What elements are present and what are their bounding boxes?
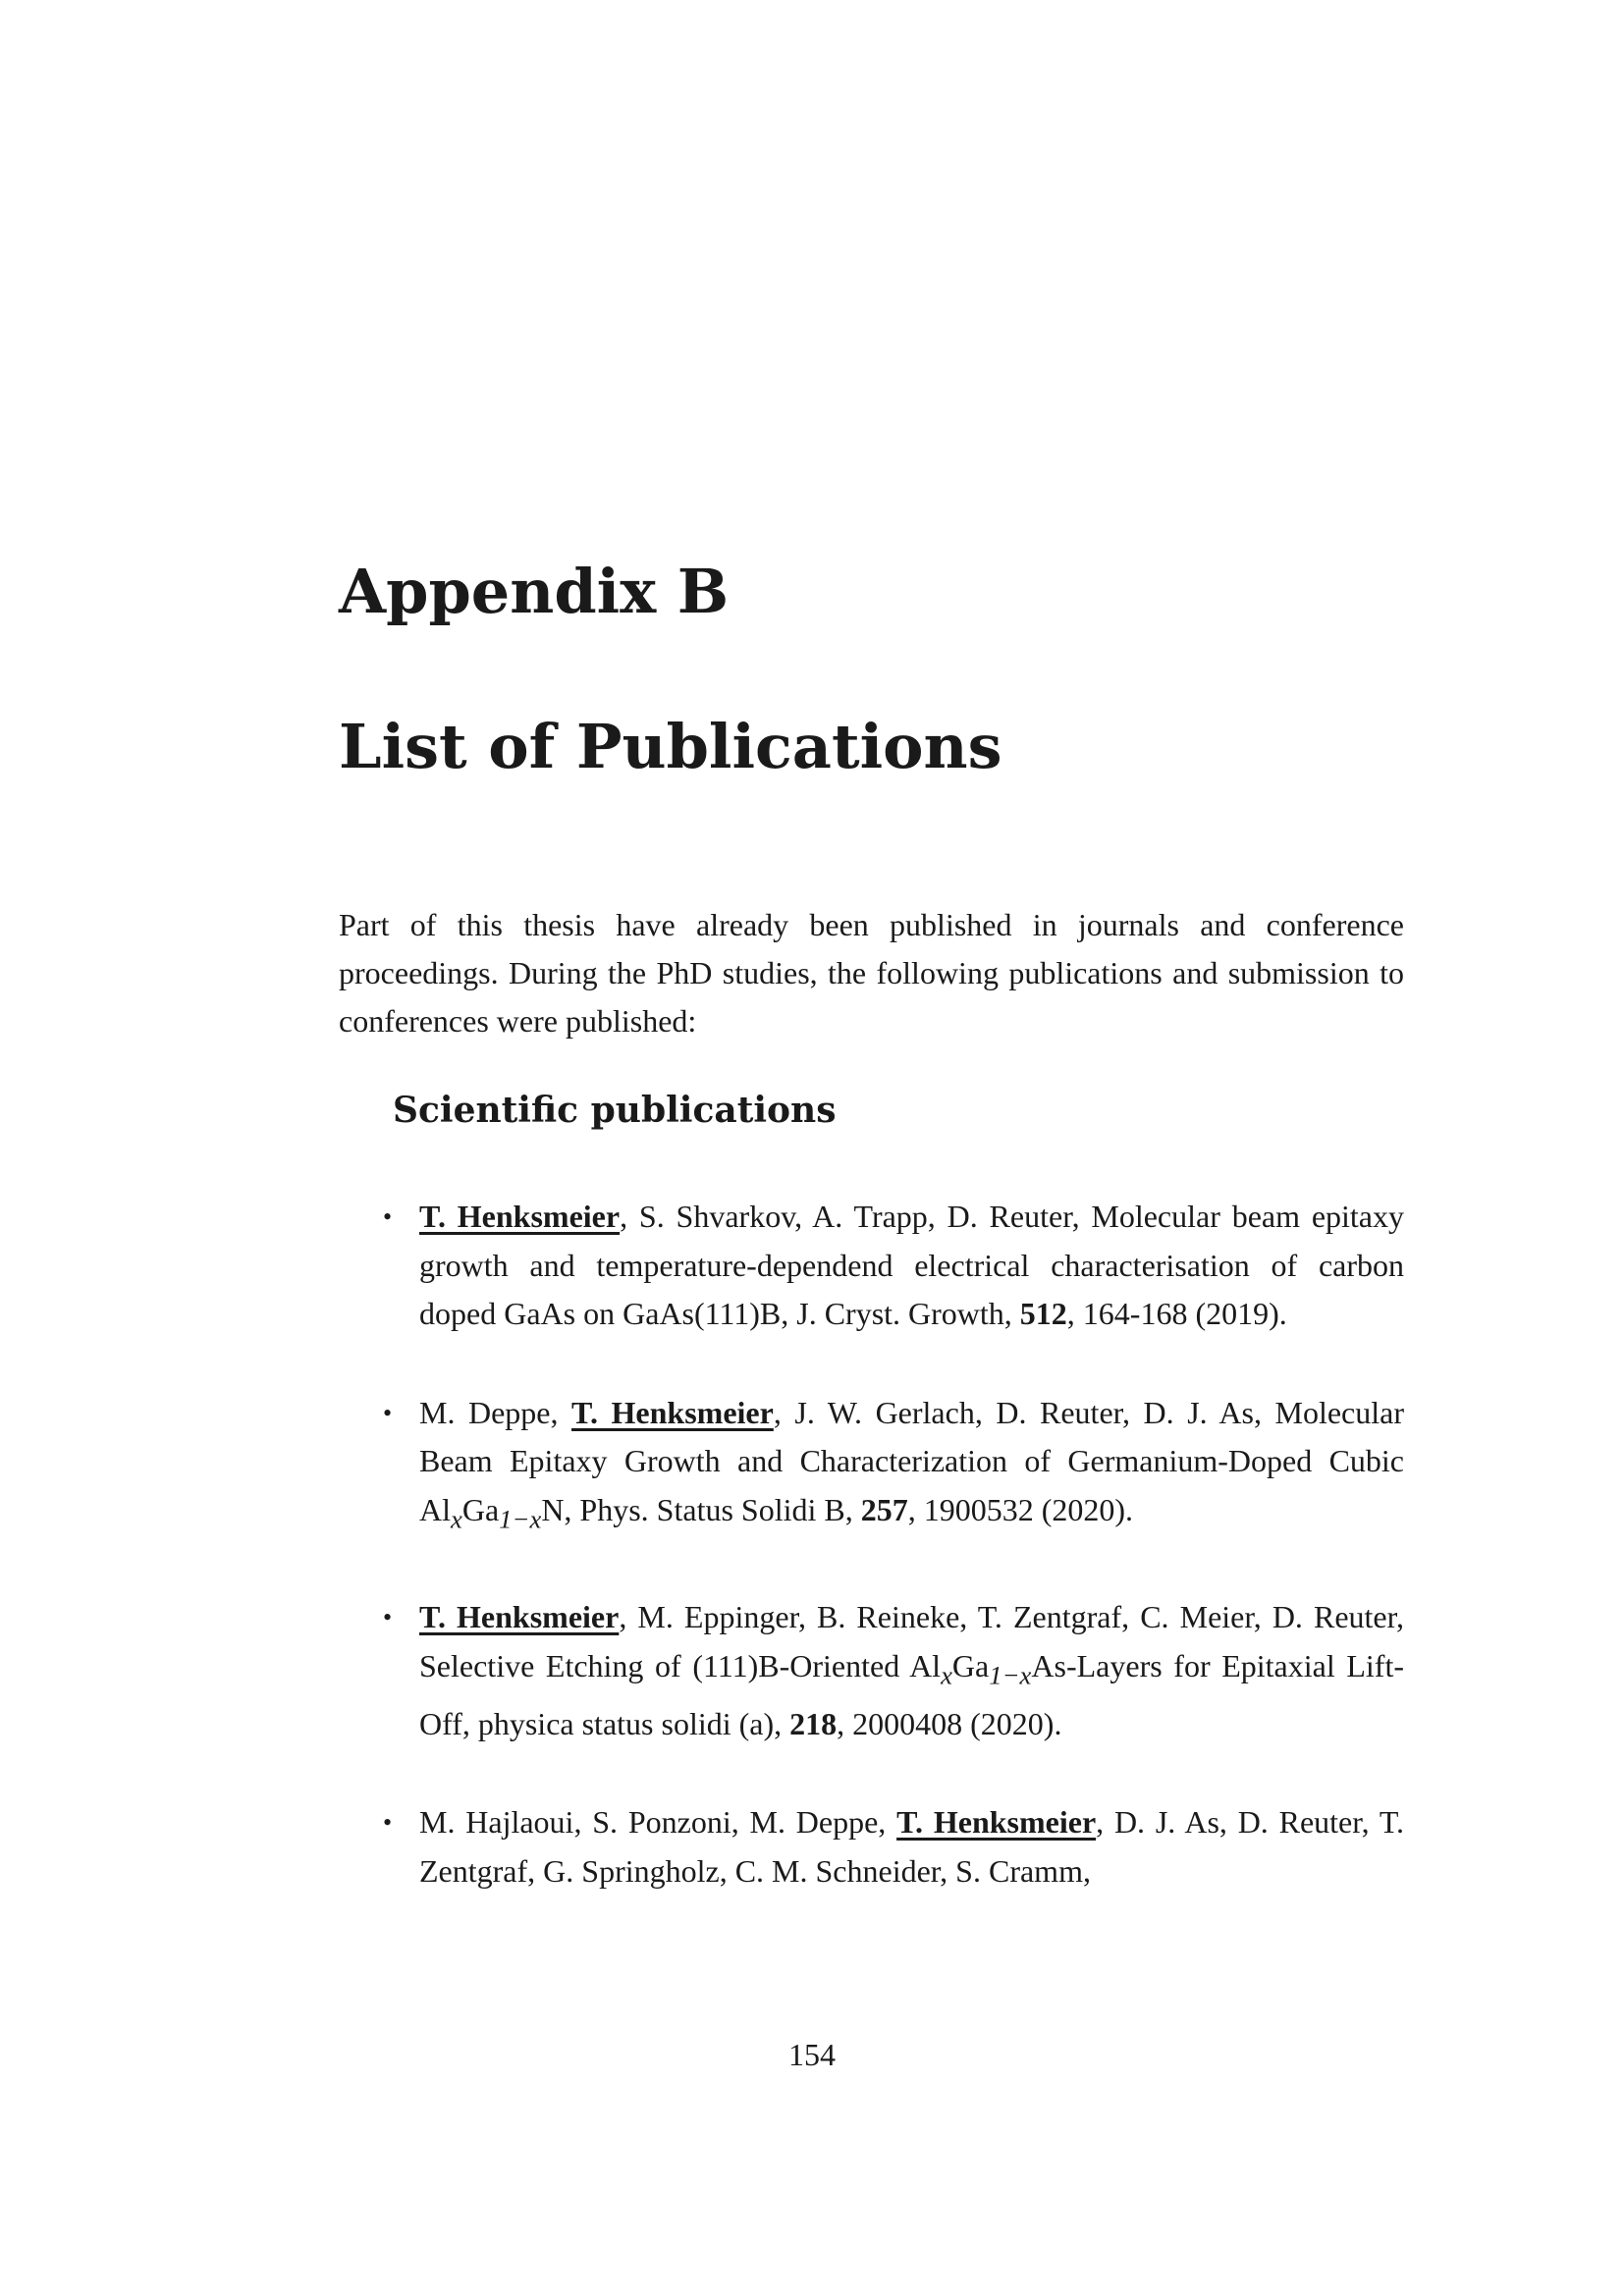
pages-year: , 2000408 (2020). <box>837 1705 1062 1741</box>
formula-element: Ga <box>461 1491 500 1527</box>
publication-details: , D. J. As, D. Reuter, T. Zentgraf, G. Springholz, C. M. Schneider, S. Cramm, <box>419 1804 1404 1889</box>
publication-details: , J. W. Gerlach, D. Reuter, D. J. As, Molecular Beam Epitaxy Growth and Characterization of Germanium-Doped Cubic Al <box>419 1394 1404 1527</box>
volume-number: 257 <box>860 1491 908 1527</box>
formula-element: Ga <box>951 1647 990 1683</box>
publication-text <box>419 1394 1404 1533</box>
section-heading: Scientific publications <box>393 1090 837 1131</box>
co-authors: M. Hajlaoui, S. Ponzoni, M. Deppe, <box>419 1804 897 1841</box>
bullet-icon: • <box>383 1202 393 1231</box>
publication-text <box>419 1199 1404 1331</box>
publication-item <box>383 1389 1404 1544</box>
publication-details: , S. Shvarkov, A. Trapp, D. Reuter, Molecular beam epitaxy growth and temperature-dependend electrical characterisation of carbon doped GaAs on GaAs(111)B, J. Cryst. Growth, <box>419 1199 1405 1331</box>
formula-subscript: 1−x <box>499 1503 542 1533</box>
formula-subscript: 1−x <box>989 1660 1032 1690</box>
bullet-icon: • <box>383 1398 393 1427</box>
formula-subscript: x <box>941 1660 952 1690</box>
publication-text <box>419 1804 1404 1889</box>
co-authors: M. Deppe, <box>419 1394 572 1430</box>
bullet-icon: • <box>383 1808 393 1838</box>
formula-subscript: x <box>451 1503 462 1533</box>
publication-text <box>419 1599 1404 1740</box>
pages-year: , 1900532 (2020). <box>907 1491 1134 1527</box>
chapter-label: Appendix B <box>339 556 730 627</box>
pages-year: , 164-168 (2019). <box>1066 1296 1287 1331</box>
volume-number: 512 <box>1019 1296 1067 1331</box>
self-author: T. Henksmeier <box>571 1394 774 1430</box>
volume-number: 218 <box>789 1705 838 1741</box>
publication-item <box>383 1593 1404 1748</box>
chapter-title: List of Publications <box>339 711 1002 782</box>
self-author: T. Henksmeier <box>896 1804 1097 1841</box>
publication-details: , M. Eppinger, B. Reineke, T. Zentgraf, C. Meier, D. Reuter, Selective Etching of (111)B-Oriented Al <box>419 1599 1405 1683</box>
publication-item <box>383 1193 1404 1339</box>
self-author: T. Henksmeier <box>419 1199 621 1234</box>
publication-details-cont: N, Phys. Status Solidi B, <box>541 1491 861 1527</box>
page-number: 154 <box>788 2037 836 2072</box>
publication-list <box>383 1193 1404 1946</box>
self-author: T. Henksmeier <box>419 1599 620 1635</box>
bullet-icon: • <box>383 1603 393 1632</box>
publication-item <box>383 1798 1404 1896</box>
intro-paragraph: Part of this thesis have already been published in journals and conference proceedings. During the PhD studies, the following publications and submission to conferences were published: <box>339 907 1404 1039</box>
publication-details-cont: As-Layers for Epitaxial Lift-Off, physica status solidi (a), <box>419 1647 1405 1741</box>
